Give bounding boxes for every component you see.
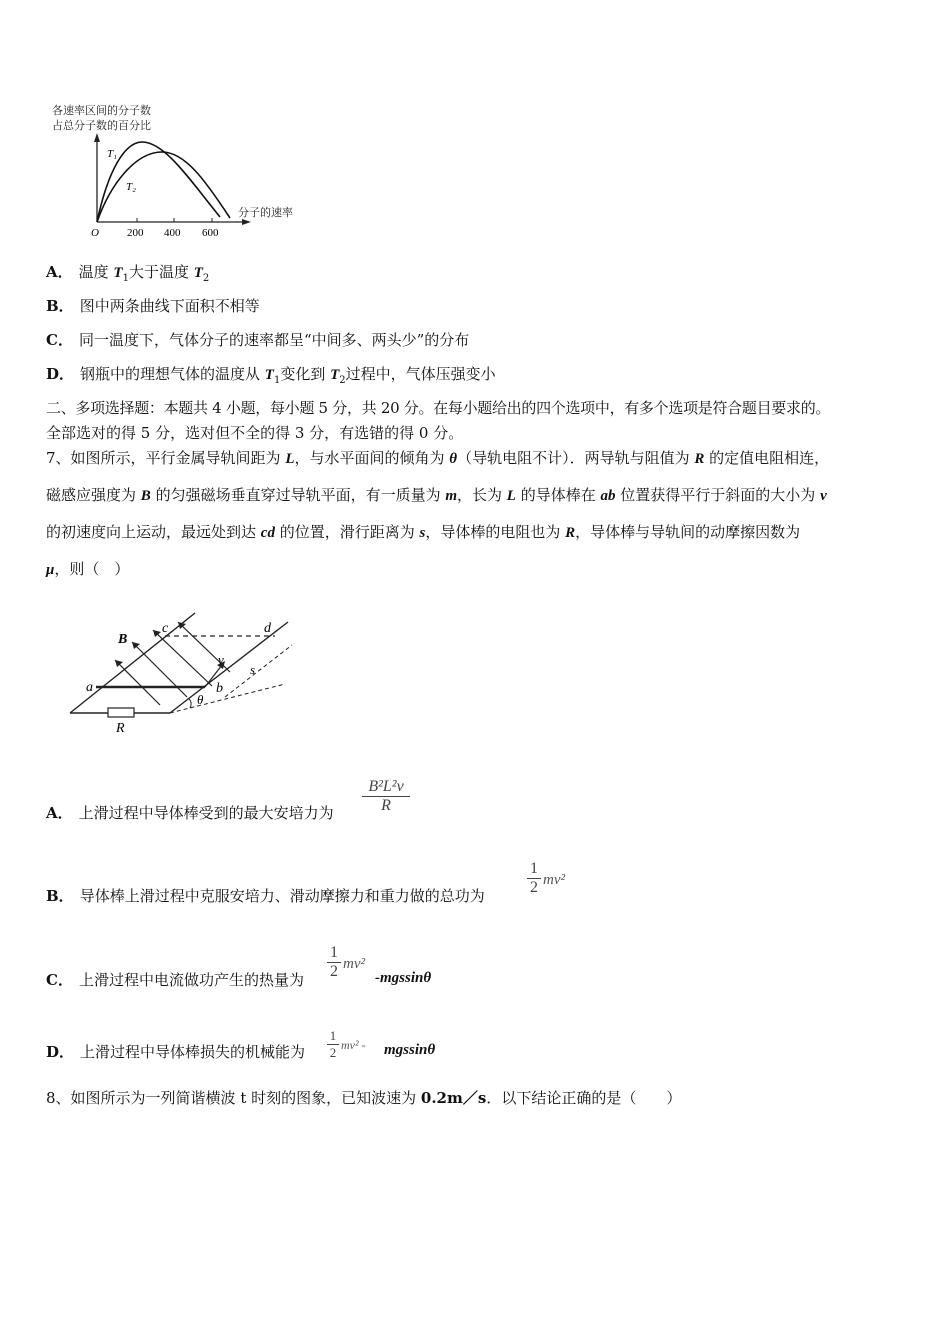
q7-b-tail: mv² <box>543 872 565 888</box>
fig-label-c: c <box>162 621 169 636</box>
graph-origin: O <box>91 227 99 239</box>
fig-label-d: d <box>264 621 271 636</box>
q7-stem-line3: 的初速度向上运动，最远处到达 cd 的位置，滑行距离为 s，导体棒的电阻也为 R，导体棒与导轨间的动摩擦因数为 <box>46 523 801 541</box>
section2-heading: 二、多项选择题：本题共 4 小题，每小题 5 分，共 20 分。在每小题给出的四个选项中，有多个选项是符合题目要求的。 <box>46 399 831 417</box>
fig-label-b: b <box>216 681 223 696</box>
fig-label-theta: θ <box>197 692 204 707</box>
graph-xlabel: 分子的速率 <box>238 206 293 219</box>
q6-option-d[interactable]: D． 钢瓶中的理想气体的温度从 $T_1$变化到 $T_2$过程中，气体压强变小 <box>46 365 496 386</box>
q7-d-tail: mv² - <box>341 1038 366 1052</box>
q7-a-formula: B²L²v R <box>362 778 410 815</box>
curve-label-t1: T₁ <box>107 148 117 160</box>
q7-c-fraction: 1 2 <box>327 944 341 981</box>
q7-stem-line2: 磁感应强度为 B 的匀强磁场垂直穿过导轨平面，有一质量为 m，长为 L 的导体棒在 ab 位置获得平行于斜面的大小为 v <box>46 486 827 504</box>
curve-label-t2: T₂ <box>126 181 136 193</box>
q7-option-b[interactable]: B． 导体棒上滑过程中克服安培力、滑动摩擦力和重力做的总功为 <box>46 887 485 905</box>
q7-stem-line1: 7、如图所示，平行金属导轨间距为 L，与水平面间的倾角为 θ（导轨电阻不计）．两导轨与阻值为 R 的定值电阻相连， <box>46 449 830 467</box>
fig-label-R: R <box>116 721 125 736</box>
q7-option-a[interactable]: A． 上滑过程中导体棒受到的最大安培力为 <box>46 804 334 822</box>
fig-label-v: v <box>218 652 224 667</box>
q7-b-fraction: 1 2 <box>527 860 541 897</box>
q7-option-c[interactable]: C． 上滑过程中电流做功产生的热量为 <box>46 971 304 989</box>
q7-d-fraction: 1 2 <box>327 1028 339 1061</box>
q7-option-d[interactable]: D． 上滑过程中导体棒损失的机械能为 <box>46 1043 306 1061</box>
x-tick-200: 200 <box>127 227 144 239</box>
graph-ylabel-2: 占总分子数的百分比 <box>52 119 151 132</box>
q7-d-tail2: mgssinθ <box>384 1042 436 1058</box>
q6-option-b[interactable]: B． 图中两条曲线下面积不相等 <box>46 297 260 315</box>
q7-c-tail: mv² <box>343 956 365 972</box>
graph-svg <box>40 100 310 245</box>
fig-label-s: s <box>250 662 256 677</box>
section2-scoring: 全部选对的得 5 分，选对但不全的得 3 分，有选错的得 0 分。 <box>46 424 464 442</box>
q6-option-c[interactable]: C． 同一温度下，气体分子的速率都呈“中间多、两头少”的分布 <box>46 331 470 349</box>
x-tick-600: 600 <box>202 227 219 239</box>
q7-stem-line4: μ，则（ ） <box>46 560 130 578</box>
q8-stem: 8、如图所示为一列简谐横波 t 时刻的图象，已知波速为 0.2m／s．以下结论正确的是（ ） <box>46 1089 682 1107</box>
q7-c-tail2: -mgssinθ <box>375 970 432 986</box>
graph-ylabel-1: 各速率区间的分子数 <box>52 104 151 117</box>
fig-label-a: a <box>86 680 93 695</box>
x-tick-400: 400 <box>164 227 181 239</box>
incline-rail-figure <box>60 600 320 740</box>
velocity-distribution-graph <box>40 100 310 245</box>
fig-label-B: B <box>118 632 128 647</box>
q6-option-a[interactable]: A． 温度 $T_1$大于温度 $T_2$ <box>46 263 210 284</box>
